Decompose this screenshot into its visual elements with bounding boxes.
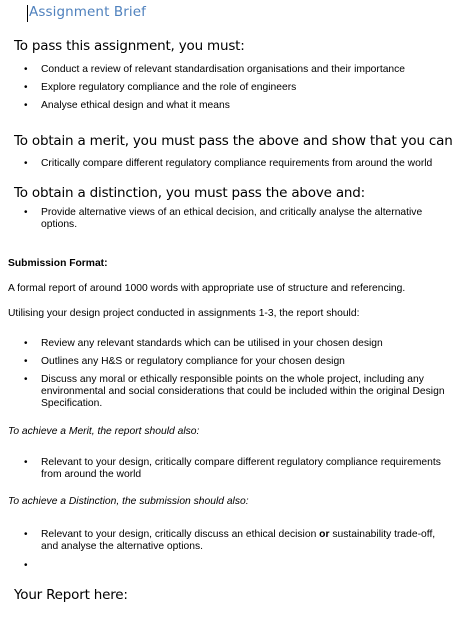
list-item: • Discuss any moral or ethically responsible points on the whole project, including any environmental and social considerations that could be included within the original Design Specification. [24,374,445,409]
list-item: • Relevant to your design, critically compare different regulatory compliance requirements from around the world [24,457,441,480]
bullet: • [24,560,28,571]
list-item: • Explore regulatory compliance and the role of engineers [24,82,297,93]
bullet: • [24,82,28,93]
distinction-intro: To achieve a Distinction, the submission should also: [8,496,249,507]
text-cursor [27,5,28,22]
bullet: • [24,100,28,111]
bullet: • [24,158,28,169]
list-item: • Conduct a review of relevant standardisation organisations and their importance [24,64,406,75]
distinction-list [0,207,474,231]
distinction-requirements-list [0,529,474,553]
list-item: • Relevant to your design, critically discuss an ethical decision or sustainability trade-off, and analyse the alternative options. [24,529,436,552]
list-item: • Review any relevant standards which can be utilised in your chosen design [24,338,383,349]
merit-requirements-list [0,457,474,481]
list-item: • Analyse ethical design and what it means [24,100,230,111]
submission-paragraph-1: A formal report of around 1000 words with appropriate use of structure and referencing. [8,283,406,294]
list-item: • Outlines any H&S or regulatory compliance for your chosen design [24,356,345,367]
bullet: • [24,64,28,75]
document-title[interactable]: Assignment Brief [29,4,146,20]
merit-list [0,158,474,170]
bullet: • [24,374,28,385]
bullet: • [24,356,28,367]
bullet: • [24,338,28,349]
bullet: • [24,529,28,540]
merit-intro: To achieve a Merit, the report should also: [8,426,200,437]
merit-heading: To obtain a merit, you must pass the above and show that you can [14,133,453,149]
submission-list [0,338,474,410]
list-item: • Provide alternative views of an ethical decision, and critically analyse the alternative options. [24,207,423,230]
submission-paragraph-2: Utilising your design project conducted in assignments 1-3, the report should: [8,308,360,319]
distinction-heading: To obtain a distinction, you must pass the above and: [14,185,365,201]
pass-heading: To pass this assignment, you must: [14,38,245,54]
submission-format-label: Submission Format: [8,258,108,269]
bold-or: or [319,529,330,540]
bullet: • [24,207,28,218]
bullet: • [24,457,28,468]
report-heading: Your Report here: [14,587,128,603]
list-item: • Critically compare different regulatory compliance requirements from around the world [24,158,433,169]
pass-list [0,64,474,112]
